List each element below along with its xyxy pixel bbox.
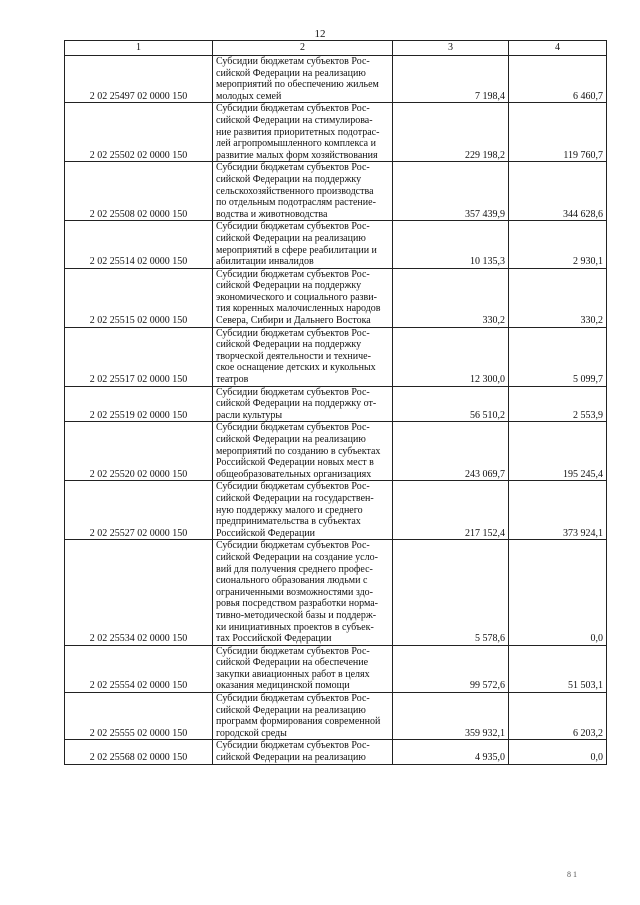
amount-column-4: 344 628,6 xyxy=(509,162,607,221)
budget-code: 2 02 25527 02 0000 150 xyxy=(65,481,213,540)
table-row xyxy=(65,327,607,386)
budget-table xyxy=(64,40,607,765)
budget-code: 2 02 25497 02 0000 150 xyxy=(65,56,213,103)
table-row xyxy=(65,422,607,481)
description-line: сельскохозяйственного производства xyxy=(216,185,374,197)
description-line: сийской Федерации на реализацию xyxy=(216,752,366,764)
budget-code: 2 02 25514 02 0000 150 xyxy=(65,221,213,268)
description-line: Субсидии бюджетам субъектов Рос- xyxy=(216,645,370,657)
description-line: ровья посредством разработки норма- xyxy=(216,598,379,610)
subsidy-description xyxy=(213,327,393,386)
description-line: по отдельным подотраслям растение- xyxy=(216,197,376,209)
description-line: закупки авиационных работ в целях xyxy=(216,668,370,680)
table-body xyxy=(65,56,607,765)
amount-column-3: 359 932,1 xyxy=(393,693,509,740)
description-line: Субсидии бюджетам субъектов Рос- xyxy=(216,422,370,434)
description-line: сийской Федерации на обеспечение xyxy=(216,657,369,669)
description-line: ограниченными возможностями здо- xyxy=(216,586,374,598)
subsidy-description xyxy=(213,481,393,540)
table-row xyxy=(65,481,607,540)
subsidy-description xyxy=(213,268,393,327)
column-header-1: 1 xyxy=(65,41,213,56)
description-line: ки инициативных проектов в субъек- xyxy=(216,621,374,633)
description-line: мероприятий по созданию в субъектах xyxy=(216,445,381,457)
table-row xyxy=(65,268,607,327)
description-line: сийской Федерации на реализацию xyxy=(216,232,366,244)
table-header xyxy=(65,41,607,56)
budget-code: 2 02 25502 02 0000 150 xyxy=(65,103,213,162)
description-line: сийской Федерации на поддержку xyxy=(216,339,362,351)
column-header-2: 2 xyxy=(213,41,393,56)
description-line: предпринимательства в субъектах xyxy=(216,516,361,528)
description-line: Севера, Сибири и Дальнего Востока xyxy=(216,315,371,327)
description-line: сийской Федерации на реализацию xyxy=(216,434,366,445)
table-row xyxy=(65,103,607,162)
amount-column-4: 195 245,4 xyxy=(509,422,607,481)
amount-column-4: 330,2 xyxy=(509,268,607,327)
description-line: экономического и социального разви- xyxy=(216,291,377,303)
amount-column-3: 229 198,2 xyxy=(393,103,509,162)
description-line: сийской Федерации на поддержку от- xyxy=(216,398,377,410)
amount-column-3: 99 572,6 xyxy=(393,645,509,692)
subsidy-description xyxy=(213,162,393,221)
table-row xyxy=(65,56,607,103)
budget-code: 2 02 25534 02 0000 150 xyxy=(65,540,213,645)
budget-code: 2 02 25555 02 0000 150 xyxy=(65,693,213,740)
description-line: Субсидии бюджетам субъектов Рос- xyxy=(216,162,370,174)
corner-mark: 8 1 xyxy=(567,870,577,879)
subsidy-description xyxy=(213,56,393,103)
amount-column-4: 2 553,9 xyxy=(509,386,607,422)
description-line: сийской Федерации на реализацию xyxy=(216,704,366,716)
amount-column-3: 357 439,9 xyxy=(393,162,509,221)
table-row xyxy=(65,693,607,740)
header-row xyxy=(65,41,607,56)
amount-column-4: 6 460,7 xyxy=(509,56,607,103)
subsidy-description xyxy=(213,422,393,481)
subsidy-description xyxy=(213,221,393,268)
description-line: сийской Федерации на стимулирова- xyxy=(216,114,373,126)
table-row xyxy=(65,645,607,692)
description-line: ную поддержку малого и среднего xyxy=(216,504,363,516)
amount-column-4: 51 503,1 xyxy=(509,645,607,692)
description-line: городской среды xyxy=(216,727,287,739)
description-line: Субсидии бюджетам субъектов Рос- xyxy=(216,56,370,67)
description-line: Субсидии бюджетам субъектов Рос- xyxy=(216,103,370,115)
description-line: сийской Федерации на создание усло- xyxy=(216,551,378,563)
description-line: тах Российской Федерации xyxy=(216,633,332,645)
table-row xyxy=(65,740,607,764)
description-line: сийской Федерации на поддержку xyxy=(216,280,362,292)
description-line: общеобразовательных организациях xyxy=(216,468,372,480)
subsidy-description xyxy=(213,693,393,740)
description-line: мероприятий по обеспечению жильем xyxy=(216,79,379,91)
description-line: вий для получения среднего профес- xyxy=(216,563,373,575)
description-line: Субсидии бюджетам субъектов Рос- xyxy=(216,740,370,752)
amount-column-3: 243 069,7 xyxy=(393,422,509,481)
description-line: программ формирования современной xyxy=(216,716,381,728)
column-header-4: 4 xyxy=(509,41,607,56)
subsidy-description xyxy=(213,740,393,764)
subsidy-description xyxy=(213,386,393,422)
description-line: оказания медицинской помощи xyxy=(216,680,350,692)
budget-code: 2 02 25520 02 0000 150 xyxy=(65,422,213,481)
description-line: лей агропромышленного комплекса и xyxy=(216,138,376,150)
description-line: сионального образования людьми с xyxy=(216,575,368,587)
amount-column-3: 5 578,6 xyxy=(393,540,509,645)
table-row xyxy=(65,221,607,268)
description-line: сийской Федерации на поддержку xyxy=(216,173,362,185)
amount-column-3: 4 935,0 xyxy=(393,740,509,764)
description-line: мероприятий в сфере реабилитации и xyxy=(216,244,377,256)
amount-column-4: 2 930,1 xyxy=(509,221,607,268)
page-number: 12 xyxy=(314,28,326,40)
budget-code: 2 02 25508 02 0000 150 xyxy=(65,162,213,221)
table-row xyxy=(65,386,607,422)
amount-column-3: 56 510,2 xyxy=(393,386,509,422)
description-line: сийской Федерации на реализацию xyxy=(216,67,366,79)
description-line: развитие малых форм хозяйствования xyxy=(216,149,378,161)
description-line: Субсидии бюджетам субъектов Рос- xyxy=(216,327,370,339)
subsidy-description xyxy=(213,540,393,645)
table-row xyxy=(65,162,607,221)
description-line: молодых семей xyxy=(216,90,282,102)
description-line: Субсидии бюджетам субъектов Рос- xyxy=(216,481,370,493)
description-line: Субсидии бюджетам субъектов Рос- xyxy=(216,221,370,233)
table-row xyxy=(65,540,607,645)
description-line: Субсидии бюджетам субъектов Рос- xyxy=(216,693,370,705)
amount-column-3: 10 135,3 xyxy=(393,221,509,268)
description-line: сийской Федерации на государствен- xyxy=(216,492,374,504)
description-line: ние развития приоритетных подотрас- xyxy=(216,126,380,138)
budget-code: 2 02 25515 02 0000 150 xyxy=(65,268,213,327)
description-line: Российской Федерации новых мест в xyxy=(216,457,374,469)
amount-column-3: 7 198,4 xyxy=(393,56,509,103)
description-line: тивно-методической базы и поддерж- xyxy=(216,609,377,621)
budget-code: 2 02 25517 02 0000 150 xyxy=(65,327,213,386)
amount-column-4: 5 099,7 xyxy=(509,327,607,386)
description-line: водства и животноводства xyxy=(216,208,328,220)
amount-column-4: 0,0 xyxy=(509,540,607,645)
amount-column-3: 217 152,4 xyxy=(393,481,509,540)
description-line: расли культуры xyxy=(216,409,283,421)
description-line: тия коренных малочисленных народов xyxy=(216,303,381,315)
description-line: творческой деятельности и техниче- xyxy=(216,350,371,362)
description-line: Российской Федерации xyxy=(216,527,316,539)
amount-column-4: 6 203,2 xyxy=(509,693,607,740)
description-line: Субсидии бюджетам субъектов Рос- xyxy=(216,268,370,280)
budget-code: 2 02 25568 02 0000 150 xyxy=(65,740,213,764)
amount-column-3: 12 300,0 xyxy=(393,327,509,386)
budget-code: 2 02 25519 02 0000 150 xyxy=(65,386,213,422)
amount-column-3: 330,2 xyxy=(393,268,509,327)
amount-column-4: 0,0 xyxy=(509,740,607,764)
description-line: ское оснащение детских и кукольных xyxy=(216,362,376,374)
subsidy-description xyxy=(213,645,393,692)
budget-code: 2 02 25554 02 0000 150 xyxy=(65,645,213,692)
description-line: абилитации инвалидов xyxy=(216,256,314,268)
column-header-3: 3 xyxy=(393,41,509,56)
description-line: Субсидии бюджетам субъектов Рос- xyxy=(216,386,370,398)
amount-column-4: 119 760,7 xyxy=(509,103,607,162)
subsidy-description xyxy=(213,103,393,162)
description-line: Субсидии бюджетам субъектов Рос- xyxy=(216,540,370,552)
amount-column-4: 373 924,1 xyxy=(509,481,607,540)
description-line: театров xyxy=(216,374,249,386)
